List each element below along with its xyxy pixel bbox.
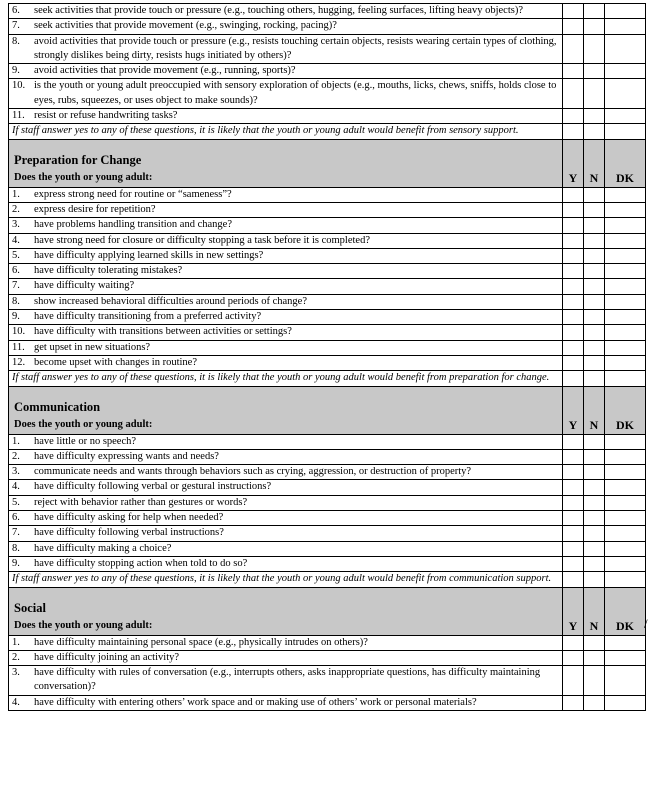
item-number: 2. xyxy=(12,203,20,215)
section-header-row xyxy=(9,587,646,635)
answer-dk-cell[interactable] xyxy=(605,495,646,510)
answer-no-cell[interactable] xyxy=(584,19,605,34)
table-row xyxy=(9,279,646,294)
item-text: have difficulty with entering others’ work space and or making use of others’ work or personal materials? xyxy=(34,696,477,708)
item-number: 9. xyxy=(12,65,20,77)
item-number: 8. xyxy=(12,295,20,307)
answer-yes-cell[interactable] xyxy=(563,635,584,650)
item-number: 6. xyxy=(12,5,20,16)
table-row xyxy=(9,79,646,109)
item-number: 10. xyxy=(12,80,26,92)
table-row xyxy=(9,248,646,263)
answer-no-cell[interactable] xyxy=(584,650,605,665)
answer-dk-cell[interactable] xyxy=(605,248,646,263)
column-header-y: Y xyxy=(563,587,584,635)
answer-no-cell[interactable] xyxy=(584,325,605,340)
answer-yes-cell[interactable] xyxy=(563,294,584,309)
answer-yes-cell[interactable] xyxy=(563,218,584,233)
item-number: 1. xyxy=(12,188,20,200)
item-number: 1. xyxy=(12,636,20,648)
section-title: Social xyxy=(14,600,46,615)
answer-dk-cell[interactable] xyxy=(605,218,646,233)
stray-slash-mark: / xyxy=(644,616,648,631)
answer-yes-cell[interactable] xyxy=(563,526,584,541)
item-text: is the youth or young adult preoccupied with sensory exploration of objects (e.g., mouths, licks, chews, sniffs, holds close to eyes, rubs, squeezes, or uses object to make sounds)? xyxy=(34,80,557,106)
item-number: 11. xyxy=(12,110,25,122)
answer-dk-cell[interactable] xyxy=(605,19,646,34)
item-text: have difficulty with rules of conversation (e.g., interrupts others, asks inappropriate questions, has difficulty maintaining conversation)? xyxy=(34,667,541,693)
table-row xyxy=(9,19,646,34)
item-text: have difficulty making a choice? xyxy=(34,542,172,554)
answer-yes-cell[interactable] xyxy=(563,19,584,34)
item-number: 12. xyxy=(12,356,26,368)
table-row xyxy=(9,511,646,526)
answer-dk-cell[interactable] xyxy=(605,340,646,355)
column-header-dk: DK xyxy=(605,386,646,434)
table-row xyxy=(9,218,646,233)
answer-yes-cell[interactable] xyxy=(563,187,584,202)
item-text: become upset with changes in routine? xyxy=(34,356,197,368)
item-text: have difficulty joining an activity? xyxy=(34,651,180,663)
table-row xyxy=(9,526,646,541)
item-number: 3. xyxy=(12,466,20,478)
item-text: express strong need for routine or “sameness”? xyxy=(34,188,232,200)
item-text: have problems handling transition and change? xyxy=(34,219,232,231)
answer-yes-cell[interactable] xyxy=(563,79,584,109)
answer-no-cell[interactable] xyxy=(584,355,605,370)
answer-dk-cell[interactable] xyxy=(605,449,646,464)
item-number: 8. xyxy=(12,542,20,554)
answer-dk-cell[interactable] xyxy=(605,325,646,340)
answer-yes-cell[interactable] xyxy=(563,449,584,464)
item-text: have difficulty following verbal or gestural instructions? xyxy=(34,481,272,493)
answer-yes-cell[interactable] xyxy=(563,556,584,571)
answer-no-cell[interactable] xyxy=(584,449,605,464)
answer-no-cell[interactable] xyxy=(584,635,605,650)
answer-yes-cell[interactable] xyxy=(563,465,584,480)
guidance-note-row xyxy=(9,371,646,386)
answer-yes-cell[interactable] xyxy=(563,248,584,263)
answer-yes-cell[interactable] xyxy=(563,541,584,556)
questionnaire-document xyxy=(8,3,645,711)
answer-dk-cell[interactable] xyxy=(605,4,646,19)
guidance-note-row xyxy=(9,572,646,587)
answer-dk-cell[interactable] xyxy=(605,355,646,370)
column-header-dk: DK xyxy=(605,587,646,635)
answer-no-cell[interactable] xyxy=(584,264,605,279)
guidance-note: If staff answer yes to any of these questions, it is likely that the youth or young adult would benefit from preparation for change. xyxy=(9,371,563,386)
item-text: express desire for repetition? xyxy=(34,203,156,215)
item-text: reject with behavior rather than gestures or words? xyxy=(34,496,248,508)
answer-yes-cell[interactable] xyxy=(563,325,584,340)
table-row xyxy=(9,650,646,665)
item-text: show increased behavioral difficulties around periods of change? xyxy=(34,295,307,307)
item-text: have difficulty tolerating mistakes? xyxy=(34,265,183,277)
item-number: 5. xyxy=(12,249,20,261)
table-row xyxy=(9,480,646,495)
answer-dk-cell[interactable] xyxy=(605,526,646,541)
table-row xyxy=(9,340,646,355)
item-text: have difficulty expressing wants and needs? xyxy=(34,450,219,462)
table-row xyxy=(9,495,646,510)
answer-yes-cell[interactable] xyxy=(563,340,584,355)
item-number: 5. xyxy=(12,496,20,508)
item-number: 4. xyxy=(12,696,20,708)
answer-dk-cell[interactable] xyxy=(605,34,646,64)
answer-no-cell[interactable] xyxy=(584,64,605,79)
answer-yes-cell[interactable] xyxy=(563,109,584,124)
answer-dk-cell[interactable] xyxy=(605,79,646,109)
answer-dk-cell[interactable] xyxy=(605,233,646,248)
item-text: avoid activities that provide touch or pressure (e.g., resists touching certain objects, resists wearing certain types of clothing, strongly dislikes being dirty, resists hugs initiated by others)? xyxy=(34,35,557,61)
answer-dk-cell[interactable] xyxy=(605,666,646,696)
table-row xyxy=(9,187,646,202)
item-text: have difficulty applying learned skills in new settings? xyxy=(34,249,264,261)
table-row xyxy=(9,695,646,710)
answer-yes-cell[interactable] xyxy=(563,202,584,217)
column-header-y: Y xyxy=(563,139,584,187)
table-row xyxy=(9,449,646,464)
item-number: 9. xyxy=(12,557,20,569)
answer-no-cell[interactable] xyxy=(584,340,605,355)
answer-no-cell[interactable] xyxy=(584,480,605,495)
section-header-row xyxy=(9,139,646,187)
guidance-note: If staff answer yes to any of these questions, it is likely that the youth or young adult would benefit from communication support. xyxy=(9,572,563,587)
answer-dk-cell[interactable] xyxy=(605,556,646,571)
answer-no-cell[interactable] xyxy=(584,187,605,202)
section-title: Preparation for Change xyxy=(14,152,142,167)
item-number: 7. xyxy=(12,280,20,292)
item-text: communicate needs and wants through behaviors such as crying, aggression, or destruction of property? xyxy=(34,466,472,478)
table-row xyxy=(9,294,646,309)
item-number: 1. xyxy=(12,435,20,447)
table-row xyxy=(9,465,646,480)
answer-no-cell[interactable] xyxy=(584,556,605,571)
item-text: have little or no speech? xyxy=(34,435,137,447)
answer-dk-cell[interactable] xyxy=(605,109,646,124)
table-row xyxy=(9,541,646,556)
table-row xyxy=(9,109,646,124)
item-number: 7. xyxy=(12,20,20,32)
item-text: seek activities that provide touch or pressure (e.g., touching others, hugging, feeling surfaces, lifting heavy objects)? xyxy=(34,5,523,16)
answer-dk-cell[interactable] xyxy=(605,695,646,710)
column-header-n: N xyxy=(584,386,605,434)
communication-section xyxy=(9,386,646,587)
table-row xyxy=(9,233,646,248)
answer-yes-cell[interactable] xyxy=(563,279,584,294)
item-number: 7. xyxy=(12,527,20,539)
section-title: Communication xyxy=(14,399,101,414)
questionnaire-table xyxy=(8,3,646,711)
answer-yes-cell[interactable] xyxy=(563,511,584,526)
answer-no-cell[interactable] xyxy=(584,34,605,64)
table-row xyxy=(9,310,646,325)
item-number: 2. xyxy=(12,651,20,663)
answer-no-cell[interactable] xyxy=(584,233,605,248)
answer-yes-cell[interactable] xyxy=(563,4,584,19)
answer-no-cell[interactable] xyxy=(584,465,605,480)
answer-no-cell[interactable] xyxy=(584,541,605,556)
answer-yes-cell[interactable] xyxy=(563,355,584,370)
answer-yes-cell[interactable] xyxy=(563,666,584,696)
item-number: 10. xyxy=(12,326,26,338)
item-text: have difficulty following verbal instructions? xyxy=(34,527,224,539)
table-row xyxy=(9,556,646,571)
section-question: Does the youth or young adult: xyxy=(14,172,153,184)
answer-yes-cell[interactable] xyxy=(563,233,584,248)
table-row xyxy=(9,34,646,64)
table-row xyxy=(9,355,646,370)
item-text: have difficulty waiting? xyxy=(34,280,135,292)
item-text: have difficulty stopping action when told to do so? xyxy=(34,557,248,569)
answer-dk-cell[interactable] xyxy=(605,650,646,665)
table-row xyxy=(9,64,646,79)
answer-no-cell[interactable] xyxy=(584,248,605,263)
table-row xyxy=(9,202,646,217)
answer-yes-cell[interactable] xyxy=(563,650,584,665)
table-row xyxy=(9,434,646,449)
answer-dk-cell[interactable] xyxy=(605,64,646,79)
answer-no-cell[interactable] xyxy=(584,495,605,510)
sensory-section xyxy=(9,4,646,140)
answer-dk-cell[interactable] xyxy=(605,434,646,449)
section-question: Does the youth or young adult: xyxy=(14,419,153,431)
table-row xyxy=(9,635,646,650)
section-question: Does the youth or young adult: xyxy=(14,620,153,632)
column-header-n: N xyxy=(584,587,605,635)
answer-no-cell[interactable] xyxy=(584,79,605,109)
answer-no-cell[interactable] xyxy=(584,695,605,710)
answer-no-cell[interactable] xyxy=(584,434,605,449)
item-text: have difficulty with transitions between activities or settings? xyxy=(34,326,292,338)
preparation-for-change-section xyxy=(9,139,646,386)
item-text: get upset in new situations? xyxy=(34,341,151,353)
answer-no-cell[interactable] xyxy=(584,4,605,19)
answer-yes-cell[interactable] xyxy=(563,310,584,325)
answer-yes-cell[interactable] xyxy=(563,480,584,495)
table-row xyxy=(9,264,646,279)
answer-no-cell[interactable] xyxy=(584,202,605,217)
answer-no-cell[interactable] xyxy=(584,310,605,325)
answer-no-cell[interactable] xyxy=(584,279,605,294)
answer-dk-cell[interactable] xyxy=(605,279,646,294)
item-number: 3. xyxy=(12,219,20,231)
table-row xyxy=(9,4,646,19)
answer-dk-cell[interactable] xyxy=(605,294,646,309)
answer-no-cell[interactable] xyxy=(584,666,605,696)
item-text: avoid activities that provide movement (e.g., running, sports)? xyxy=(34,65,296,77)
answer-no-cell[interactable] xyxy=(584,511,605,526)
answer-no-cell[interactable] xyxy=(584,526,605,541)
answer-no-cell[interactable] xyxy=(584,218,605,233)
answer-no-cell[interactable] xyxy=(584,294,605,309)
answer-dk-cell[interactable] xyxy=(605,511,646,526)
guidance-note: If staff answer yes to any of these questions, it is likely that the youth or young adult would benefit from sensory support. xyxy=(9,124,563,139)
answer-dk-cell[interactable] xyxy=(605,635,646,650)
answer-yes-cell[interactable] xyxy=(563,495,584,510)
section-header-row xyxy=(9,386,646,434)
item-text: resist or refuse handwriting tasks? xyxy=(34,110,178,122)
item-text: have difficulty maintaining personal space (e.g., physically intrudes on others)? xyxy=(34,636,368,648)
item-text: have strong need for closure or difficulty stopping a task before it is completed? xyxy=(34,234,370,246)
item-number: 2. xyxy=(12,450,20,462)
item-text: seek activities that provide movement (e.g., swinging, rocking, pacing)? xyxy=(34,20,337,32)
answer-dk-cell[interactable] xyxy=(605,541,646,556)
item-number: 6. xyxy=(12,512,20,524)
answer-no-cell[interactable] xyxy=(584,109,605,124)
answer-dk-cell[interactable] xyxy=(605,264,646,279)
item-text: have difficulty transitioning from a preferred activity? xyxy=(34,311,262,323)
answer-yes-cell[interactable] xyxy=(563,695,584,710)
answer-yes-cell[interactable] xyxy=(563,434,584,449)
column-header-dk: DK xyxy=(605,139,646,187)
answer-yes-cell[interactable] xyxy=(563,264,584,279)
table-row xyxy=(9,666,646,696)
item-text: have difficulty asking for help when needed? xyxy=(34,512,224,524)
column-header-y: Y xyxy=(563,386,584,434)
item-number: 4. xyxy=(12,481,20,493)
answer-dk-cell[interactable] xyxy=(605,465,646,480)
answer-yes-cell[interactable] xyxy=(563,64,584,79)
social-section xyxy=(9,587,646,710)
answer-dk-cell[interactable] xyxy=(605,187,646,202)
guidance-note-row xyxy=(9,124,646,139)
answer-dk-cell[interactable] xyxy=(605,480,646,495)
column-header-n: N xyxy=(584,139,605,187)
item-number: 6. xyxy=(12,265,20,277)
answer-dk-cell[interactable] xyxy=(605,202,646,217)
item-number: 9. xyxy=(12,311,20,323)
item-number: 3. xyxy=(12,667,20,679)
item-number: 4. xyxy=(12,234,20,246)
answer-yes-cell[interactable] xyxy=(563,34,584,64)
table-row xyxy=(9,325,646,340)
item-number: 8. xyxy=(12,35,20,47)
answer-dk-cell[interactable] xyxy=(605,310,646,325)
item-number: 11. xyxy=(12,341,25,353)
